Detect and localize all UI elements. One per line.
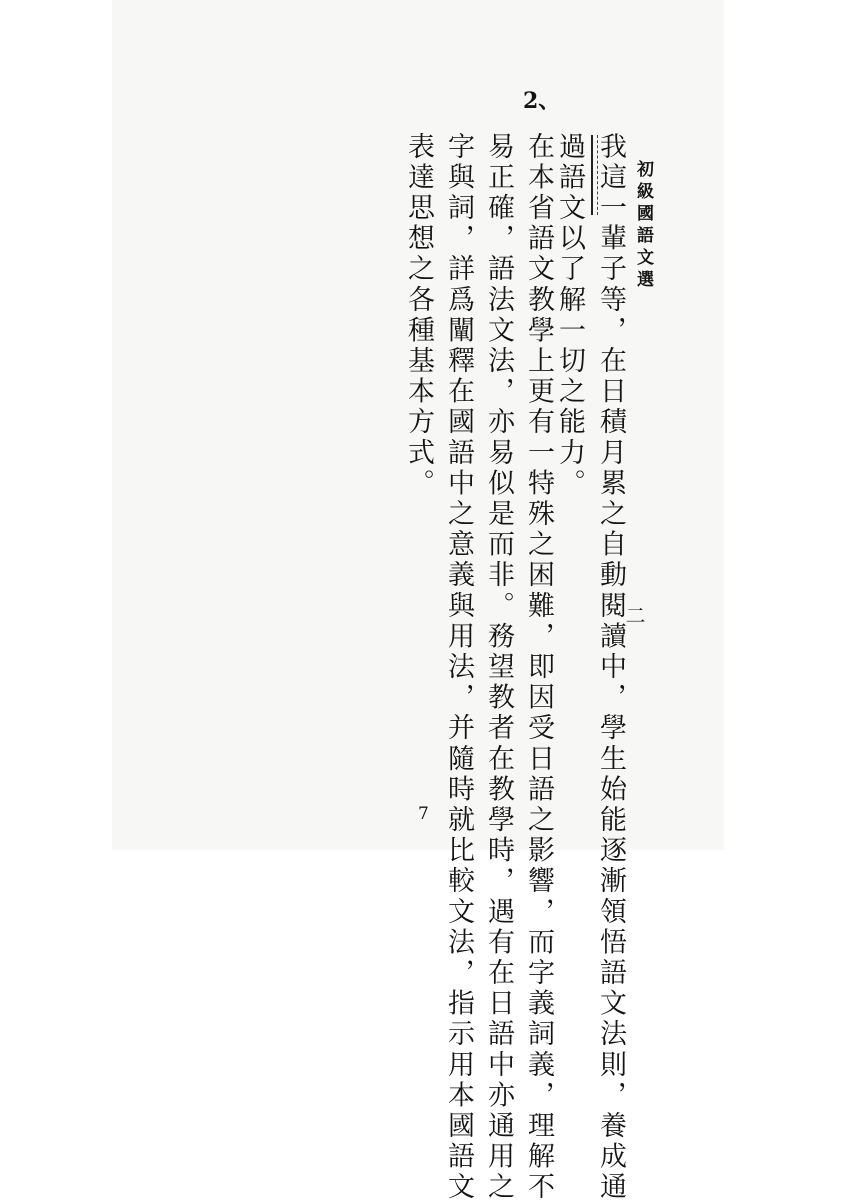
body-line-6: 表達思想之各種基本方式。 xyxy=(403,132,434,500)
section-number: 2、 xyxy=(523,88,561,114)
page-number: 7 xyxy=(418,804,429,824)
running-header-title: 初級國語文選 xyxy=(633,160,653,292)
body-line-2: 過語文以了解一切之能力。 xyxy=(554,132,585,500)
body-line-4: 易正確，語法文法，亦易似是而非。務望教者在教學時，遇有在日語中亦通用之 xyxy=(483,132,514,1203)
body-line-5: 字與詞，詳爲闡釋在國語中之意義與用法，并隨時就比較文法，指示用本國語文 xyxy=(443,132,474,1203)
running-header-page-kanji: 二 xyxy=(622,605,646,625)
body-line-3: 在本省語文教學上更有一特殊之困難，即因受日語之影響，而字義詞義，理解不 xyxy=(523,132,554,1203)
body-line-1: 我這一輩子等，在日積月累之自動閱讀中，學生始能逐漸領悟語文法則，養成通 xyxy=(595,132,626,1203)
